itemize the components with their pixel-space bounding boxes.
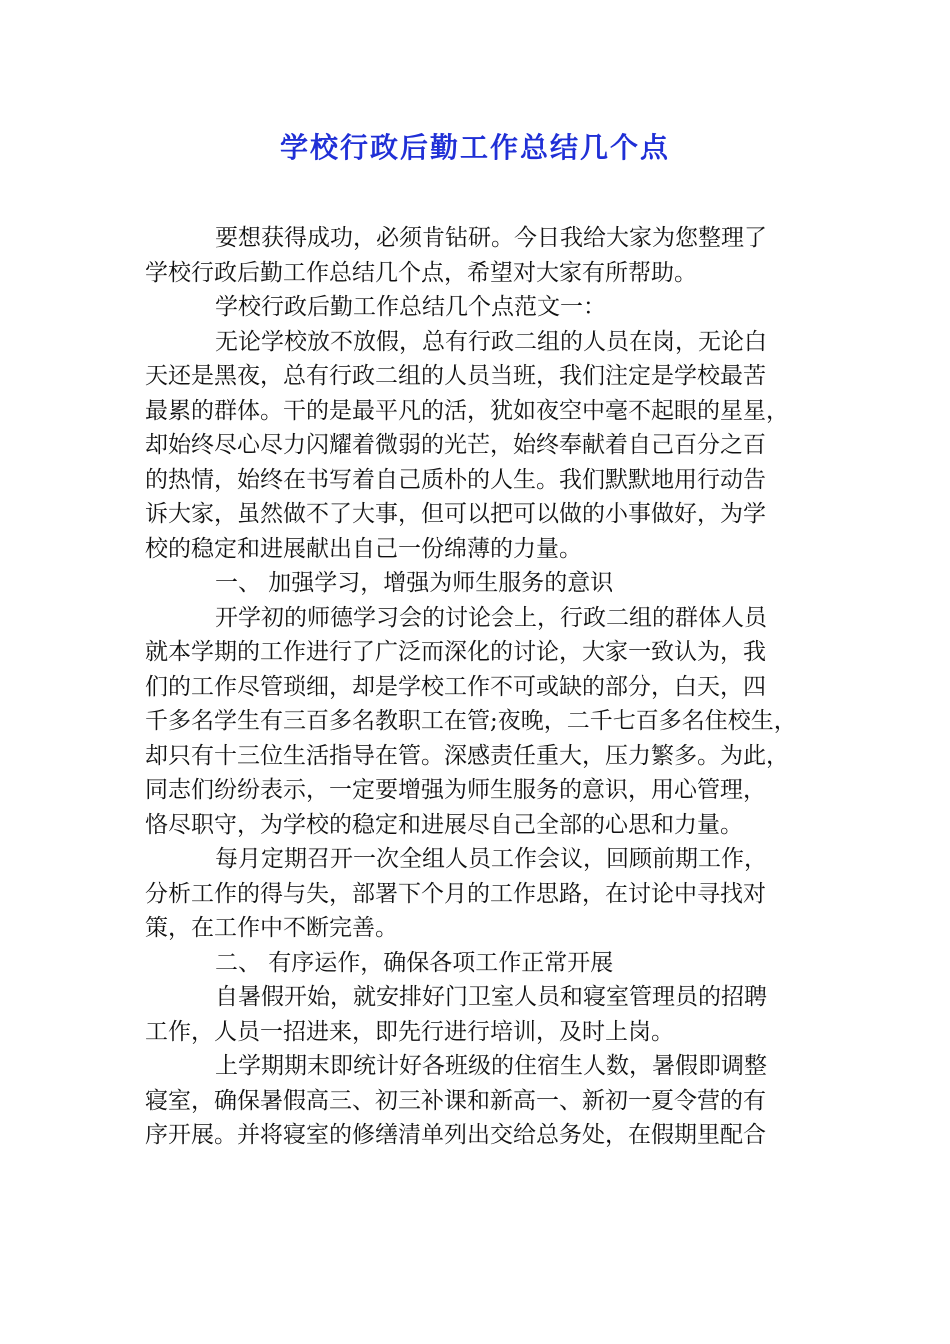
text-line: 诉大家，虽然做不了大事，但可以把可以做的小事做好，为学 xyxy=(145,501,766,527)
text-line: 寝室，确保暑假高三、初三补课和新高一、新初一夏令营的有 xyxy=(145,1087,766,1114)
text-line: 却始终尽心尽力闪耀着微弱的光芒，始终奉献着自己百分之百 xyxy=(145,432,766,458)
text-line: 工作，人员一招进来，即先行进行培训，及时上岗。 xyxy=(145,1018,674,1045)
text-line: 天还是黑夜，总有行政二组的人员当班，我们注定是学校最苦 xyxy=(145,363,766,389)
text-line: 就本学期的工作进行了广泛而深化的讨论，大家一致认为，我 xyxy=(145,639,766,665)
text-line: 二、 有序运作，确保各项工作正常开展 xyxy=(215,949,614,976)
text-line: 恪尽职守，为学校的稳定和进展尽自己全部的心思和力量。 xyxy=(145,811,743,838)
text-line: 最累的群体。干的是最平凡的活，犹如夜空中毫不起眼的星星， xyxy=(145,397,789,424)
text-line: 策，在工作中不断完善。 xyxy=(145,915,398,941)
text-line: 自暑假开始，就安排好门卫室人员和寝室管理员的招聘 xyxy=(215,984,767,1010)
text-line: 同志们纷纷表示，一定要增强为师生服务的意识，用心管理， xyxy=(145,777,766,803)
text-line: 开学初的师德学习会的讨论会上，行政二组的群体人员 xyxy=(215,604,767,631)
text-line: 千多名学生有三百多名教职工在管;夜晚，二千七百多名住校生， xyxy=(145,708,797,734)
document-title: 学校行政后勤工作总结几个点 xyxy=(279,131,670,164)
text-line: 一、 加强学习，增强为师生服务的意识 xyxy=(215,570,614,596)
text-line: 上学期期末即统计好各班级的住宿生人数，暑假即调整 xyxy=(215,1053,767,1079)
text-line: 却只有十三位生活指导在管。深感责任重大，压力繁多。为此， xyxy=(145,742,789,769)
text-line: 分析工作的得与失，部署下个月的工作思路，在讨论中寻找对 xyxy=(145,880,766,907)
text-line: 学校行政后勤工作总结几个点范文一： xyxy=(215,294,606,320)
text-line: 序开展。并将寝室的修缮清单列出交给总务处，在假期里配合 xyxy=(145,1122,766,1148)
document-body xyxy=(145,221,825,1153)
text-line: 们的工作尽管琐细，却是学校工作不可或缺的部分，白天，四 xyxy=(145,673,766,700)
text-line: 的热情，始终在书写着自己质朴的人生。我们默默地用行动告 xyxy=(145,466,766,493)
text-line: 无论学校放不放假，总有行政二组的人员在岗，无论白 xyxy=(215,328,767,355)
text-line: 每月定期召开一次全组人员工作会议，回顾前期工作， xyxy=(215,846,767,872)
text-line: 校的稳定和进展献出自己一份绵薄的力量。 xyxy=(145,535,582,562)
text-line: 学校行政后勤工作总结几个点，希望对大家有所帮助。 xyxy=(145,259,697,286)
text-line: 要想获得成功，必须肯钻研。今日我给大家为您整理了 xyxy=(215,225,767,251)
